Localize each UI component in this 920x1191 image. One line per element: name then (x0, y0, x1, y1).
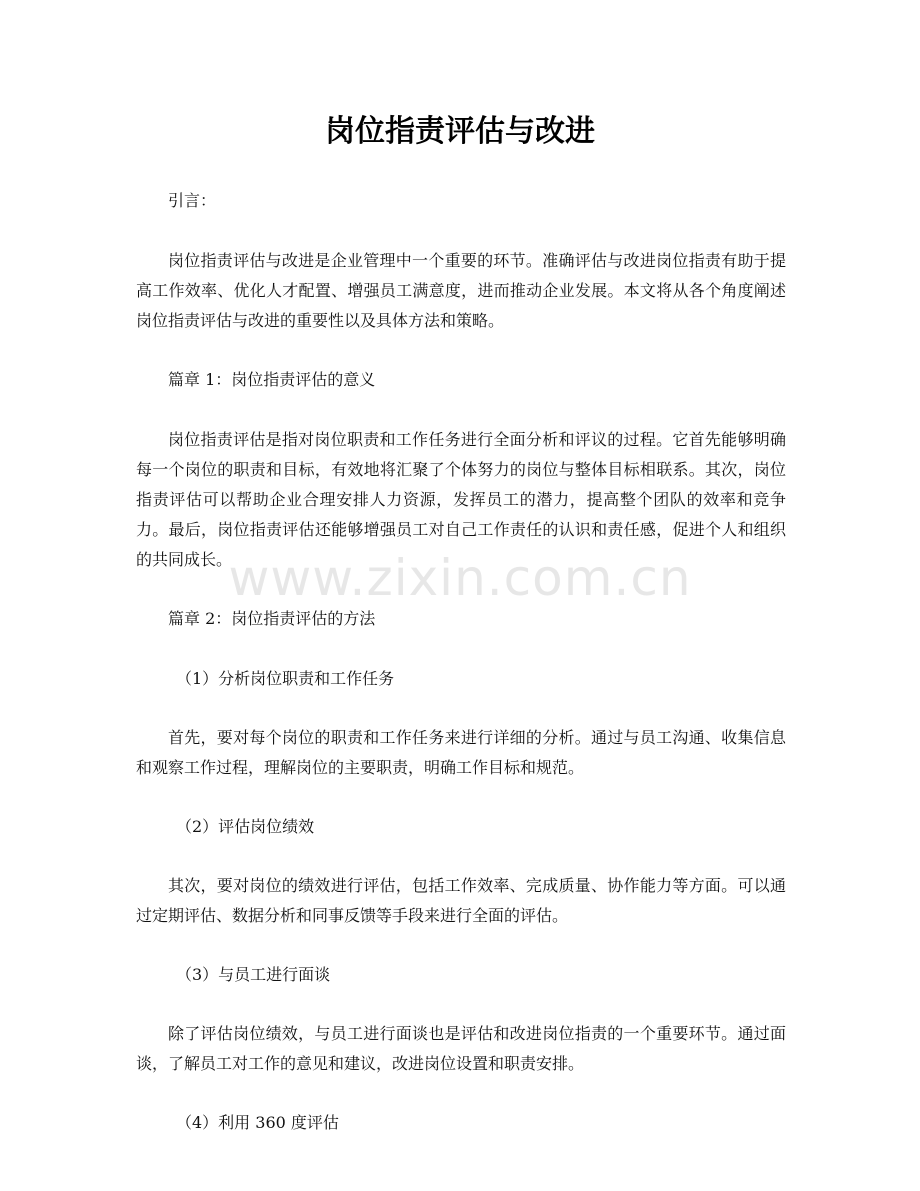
method-2-heading: （2）评估岗位绩效 (176, 817, 315, 836)
watermark: www.zixin.com.cn (228, 549, 692, 607)
document-body (136, 186, 786, 1167)
intro-paragraph: 岗位指责评估与改进是企业管理中一个重要的环节。准确评估与改进岗位指责有助于提高工作效率、优化人才配置、增强员工满意度，进而推动企业发展。本文将从各个角度阐述岗位指责评估与改进的重要性以及具体方法和策略。 (136, 251, 786, 330)
method-3-paragraph: 除了评估岗位绩效，与员工进行面谈也是评估和改进岗位指责的一个重要环节。通过面谈，了解员工对工作的意见和建议，改进岗位设置和职责安排。 (136, 1024, 786, 1073)
document-title: 岗位指责评估与改进 (325, 114, 595, 149)
method-4-heading: （4）利用 360 度评估 (176, 1113, 339, 1132)
chapter-1-heading: 篇章 1：岗位指责评估的意义 (168, 370, 376, 389)
intro-heading: 引言： (168, 191, 217, 210)
method-1-paragraph: 首先，要对每个岗位的职责和工作任务来进行详细的分析。通过与员工沟通、收集信息和观察工作过程，理解岗位的主要职责，明确工作目标和规范。 (136, 728, 786, 777)
method-3-heading: （3）与员工进行面谈 (176, 965, 331, 984)
chapter-2-heading: 篇章 2：岗位指责评估的方法 (168, 609, 376, 628)
method-1-heading: （1）分析岗位职责和工作任务 (176, 669, 395, 688)
method-2-paragraph: 其次，要对岗位的绩效进行评估，包括工作效率、完成质量、协作能力等方面。可以通过定期评估、数据分析和同事反馈等手段来进行全面的评估。 (136, 876, 786, 925)
chapter-1-paragraph: 岗位指责评估是指对岗位职责和工作任务进行全面分析和评议的过程。它首先能够明确每一个岗位的职责和目标，有效地将汇聚了个体努力的岗位与整体目标相联系。其次，岗位指责评估可以帮助企业合理安排人力资源，发挥员工的潜力，提高整个团队的效率和竞争力。最后，岗位指责评估还能够增强员工对自己工作责任的认识和责任感，促进个人和组织的共同成长。 (136, 430, 786, 569)
